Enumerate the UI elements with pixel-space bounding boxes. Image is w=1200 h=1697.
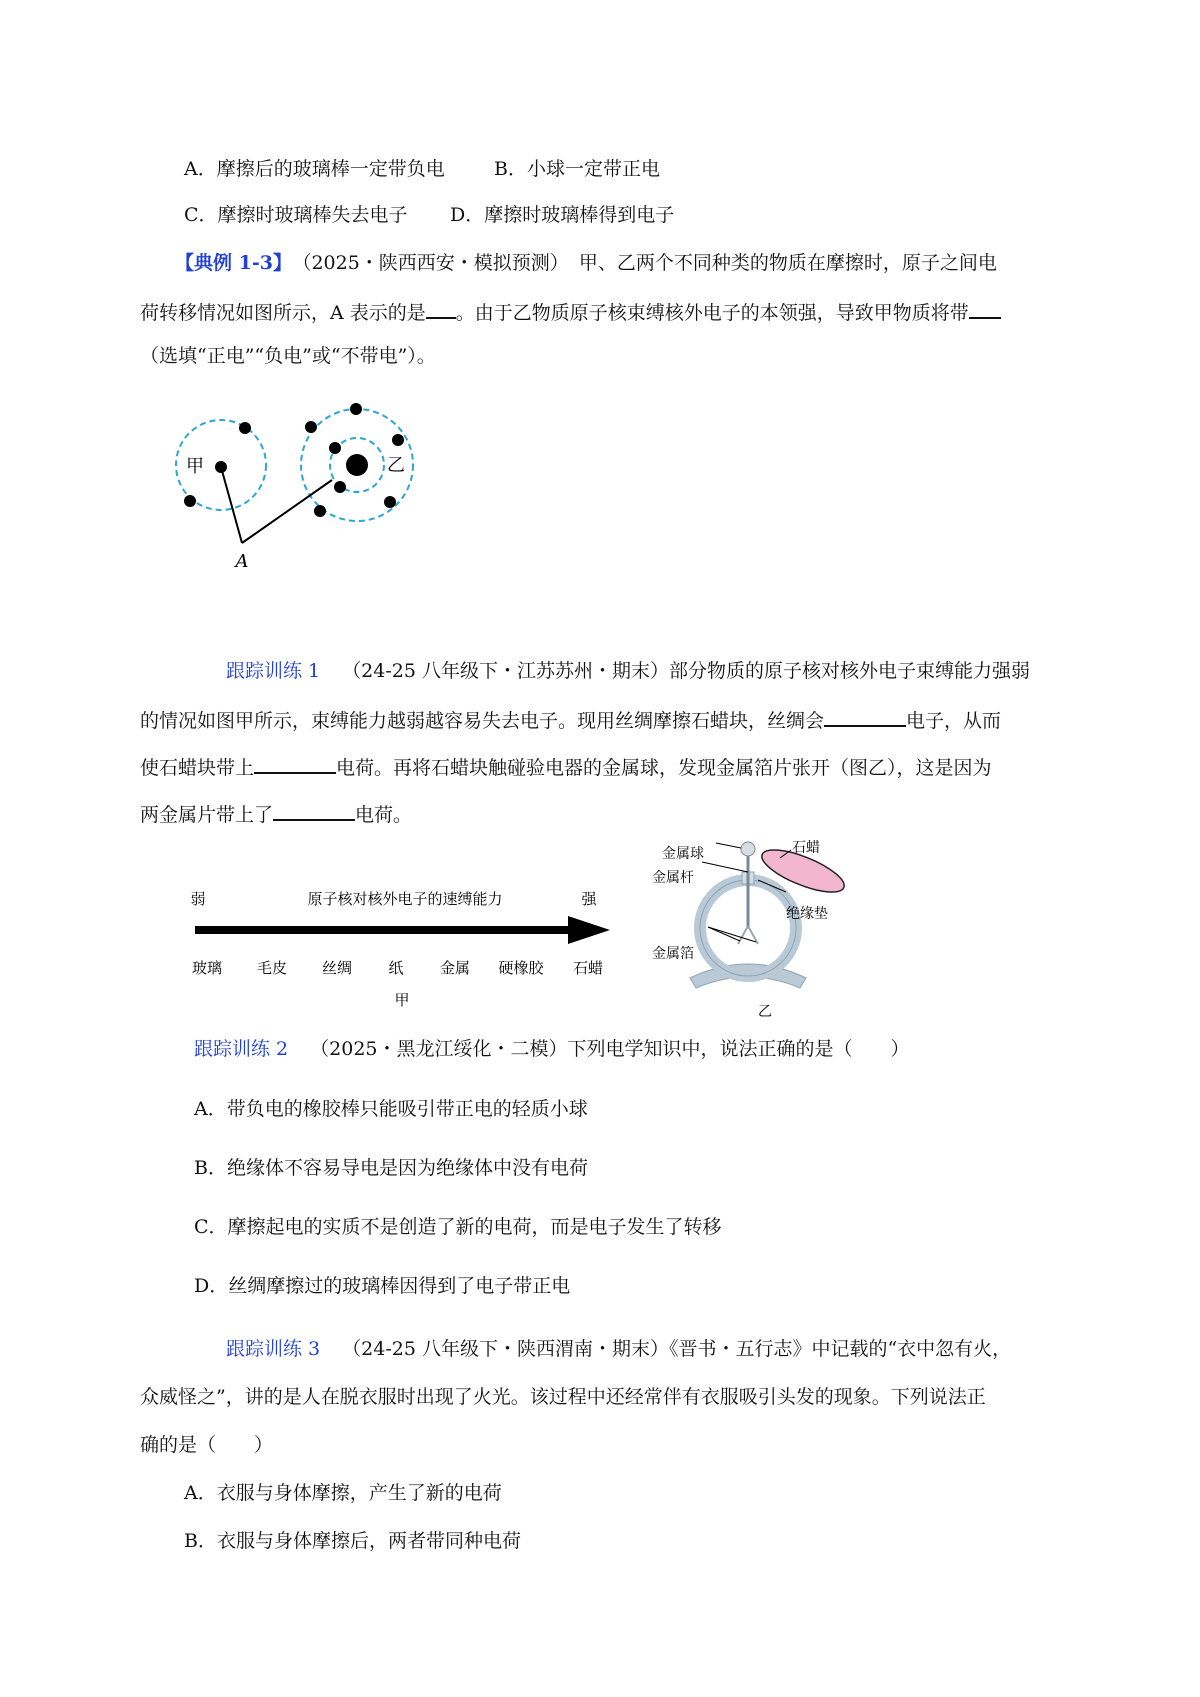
track-1-line-3 [140,756,992,778]
atom-b-label: 乙 [387,455,405,476]
option-letter: D． [194,1275,229,1297]
q0-option-b [494,160,660,179]
track-text: 使石蜡块带上 [140,757,255,779]
electron [239,422,251,434]
track-2-stem [194,1040,910,1059]
track-text: 《晋书・五行志》中记载的“衣中忽有火， [668,1338,1012,1360]
answer-blank[interactable] [273,803,355,821]
answer-blank[interactable] [969,301,1001,319]
leader-line [716,843,741,848]
track-tag: 跟踪训练 1 [226,660,321,682]
figure-caption: 甲 [394,991,410,1009]
wax-label: 石蜡 [792,840,820,856]
track-3-line-2 [140,1388,986,1407]
electron [384,496,396,508]
track-2-option-d [194,1277,570,1296]
foil-label: 金属箔 [652,946,694,962]
track-text: 众威怪之”，讲的是人在脱衣服时出现了火光。该过程中还经常伴有衣服吸引头发的现象。下列说法正 [140,1386,986,1408]
track-text: 电荷。 [355,804,413,826]
pad-label: 绝缘垫 [786,906,828,922]
track-text: 两金属片带上了 [140,804,274,826]
example-text: 。由于乙物质原子核束缚核外电子的本领强，导致甲物质将带 [455,302,969,324]
track-source: （2025・黑龙江绥化・二模） [310,1038,568,1060]
track-tag: 跟踪训练 2 [194,1038,289,1060]
rod-label: 金属杆 [652,870,694,886]
option-letter: A． [194,1098,227,1120]
option-text: 摩擦后的玻璃棒一定带负电 [216,158,445,180]
pointer-line [221,467,242,543]
example-tag: 【典例 1-3】 [175,252,292,274]
q0-option-d [450,206,674,225]
example-text: 荷转移情况如图所示，A 表示的是 [140,302,426,324]
option-text: 摩擦起电的实质不是创造了新的电荷，而是电子发生了转移 [227,1216,722,1238]
track-3-option-a [184,1484,502,1503]
strong-label: 强 [581,890,597,908]
electron [392,434,404,446]
option-text: 衣服与身体摩擦，产生了新的电荷 [216,1482,502,1504]
arrow-head [568,916,610,944]
nucleus [346,454,368,476]
leader-line [708,927,740,941]
track-text: 电子，从而 [906,710,1002,732]
track-3-option-b [184,1532,521,1551]
answer-blank[interactable] [254,756,336,774]
q0-option-c [184,206,408,225]
option-text: 摩擦时玻璃棒失去电子 [217,204,408,226]
material-label: 石蜡 [572,959,604,977]
option-letter: C． [184,204,218,226]
electron [314,505,326,517]
track-text: 确的是（ ） [140,1434,274,1456]
metal-ball [741,842,755,856]
option-letter: A． [184,158,217,180]
material-label: 纸 [388,959,404,977]
option-text: 绝缘体不容易导电是因为绝缘体中没有电荷 [226,1157,588,1179]
pointer-label: A [235,551,249,572]
arrow-shaft [195,926,568,934]
option-letter: B． [194,1157,227,1179]
electron [329,442,341,454]
electron [305,421,317,433]
track-2-option-c [194,1218,722,1237]
material-label: 硬橡胶 [498,959,544,977]
track-2-option-a [194,1100,588,1119]
electron [334,481,346,493]
material-label: 毛皮 [256,959,288,977]
track-text: 部分物质的原子核对核外电子束缚能力强弱 [668,660,1030,682]
electron [184,495,196,507]
example-source: （2025・陕西西安・模拟预测） [301,252,569,274]
track-text: 下列电学知识中，说法正确的是（ ） [567,1038,910,1060]
option-letter: B． [494,158,527,180]
example-text: （选填“正电”“负电”或“不带电”）。 [140,345,436,367]
track-2-option-b [194,1159,588,1178]
nucleus [215,461,227,473]
material-label: 金属 [439,959,471,977]
atom-transfer-figure [180,385,440,595]
option-letter: B． [184,1530,217,1552]
option-text: 带负电的橡胶棒只能吸引带正电的轻质小球 [226,1098,588,1120]
q0-option-a [184,160,445,179]
answer-blank[interactable] [426,301,456,319]
example-1-3-line-2 [140,301,1001,323]
binding-ability-figure [180,878,620,1018]
track-1-line-4 [140,803,412,825]
track-3-line-3 [140,1436,273,1455]
option-text: 小球一定带正电 [526,158,660,180]
track-text: 的情况如图甲所示，束缚能力越弱越容易失去电子。现用丝绸摩擦石蜡块，丝绸会 [140,710,825,732]
example-1-3-line-1 [175,254,997,273]
figure-caption: 乙 [758,1004,772,1020]
weak-label: 弱 [190,890,206,908]
option-text: 摩擦时玻璃棒得到电子 [484,204,675,226]
atom-a-label: 甲 [186,456,204,477]
option-text: 衣服与身体摩擦后，两者带同种电荷 [216,1530,521,1552]
option-letter: A． [184,1482,217,1504]
example-1-3-line-3 [140,347,436,366]
track-3-line-1 [226,1340,1011,1359]
track-1-line-2 [140,709,1001,731]
electron [350,403,362,415]
track-1-line-1 [226,662,1030,681]
option-letter: D． [450,204,485,226]
track-source: （24-25 八年级下・江苏苏州・期末） [342,660,669,682]
leader-line [702,862,748,872]
material-label: 玻璃 [191,959,223,977]
axis-title: 原子核对核外电子的速缚能力 [307,890,503,908]
ball-label: 金属球 [662,846,704,862]
electroscope-figure [652,838,890,1020]
track-tag: 跟踪训练 3 [226,1338,321,1360]
option-text: 丝绸摩擦过的玻璃棒因得到了电子带正电 [228,1275,571,1297]
example-text: 甲、乙两个不同种类的物质在摩擦时，原子之间电 [578,252,997,274]
material-label: 丝绸 [321,959,353,977]
track-source: （24-25 八年级下・陕西渭南・期末） [342,1338,669,1360]
answer-blank[interactable] [824,709,906,727]
track-text: 电荷。再将石蜡块触碰验电器的金属球，发现金属箔片张开（图乙），这是因为 [336,757,992,779]
option-letter: C． [194,1216,228,1238]
